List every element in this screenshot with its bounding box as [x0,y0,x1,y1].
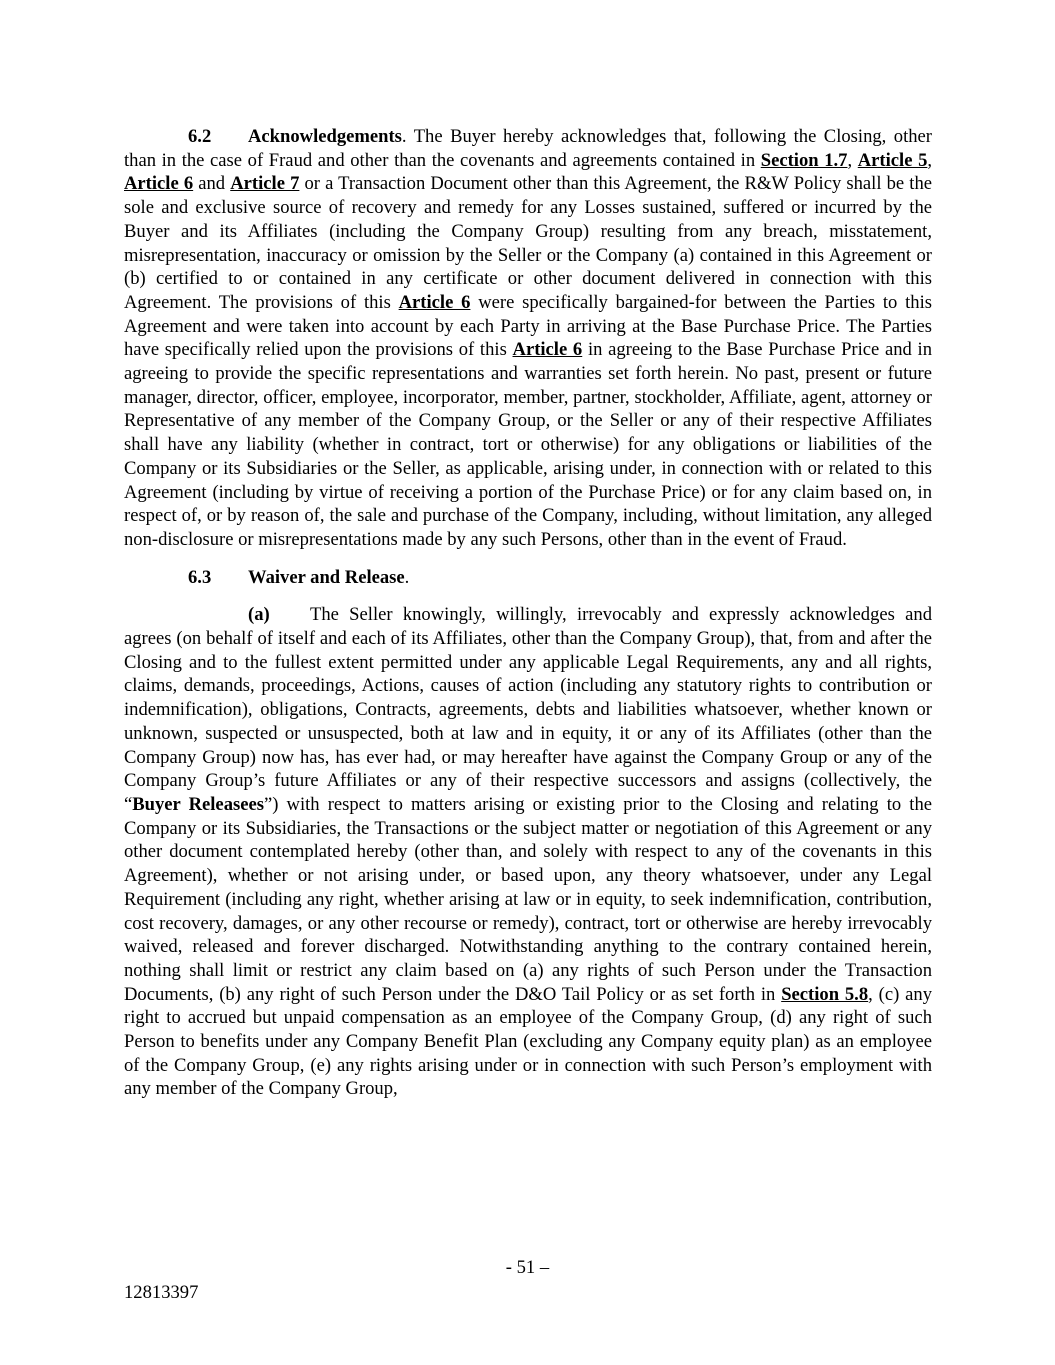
body-text: ”) with respect to matters arising or existing prior to the Closing and relating to the Company or its Subsidiaries, the Transactions or the subject matter or negotiation of this Agreement or any other document contemplated hereby (other than, and solely with respect to any of the covenants in this Agreement), whether or not arising under, or based upon, any theory whatsoever, under any Legal Requirement (including any right, whether arising at law or in equity, to seek indemnification, contribution, cost recovery, damages, or any other recourse or remedy), contract, tort or otherwise are hereby irrevocably waived, released and forever discharged. Notwithstanding anything to the contrary contained herein, nothing shall limit or restrict any claim based on (a) any rights of such Person under the Transaction Documents, (b) any right of such Person under the D&O Tail Policy or as set forth in [124,793,932,1005]
cross-reference: Article 7 [230,173,300,195]
body-text: . The Buyer hereby acknowledges that, following the Closing, other than in the case of Fraud and other than the covenants and agreements contained in [124,126,932,171]
body-text: The Seller knowingly, willingly, irrevocably and expressly acknowledges and agrees (on behalf of itself and each of its Affiliates, other than the Company Group), that, from and after the Closing and to the fullest extent permitted under any applicable Legal Requirements, any and all rights, claims, demands, proceedings, Actions, causes of action (including any statutory rights to contribution or indemnification), obligations, Contracts, agreements, debts and liabilities whatsoever, whether known or unknown, suspected or unsuspected, both at law and in equity, it or any of its Affiliates (other than the Company Group) now has, has ever had, or may hereafter have against the Company Group or any of the Company Group’s future Affiliates or any of their respective successors and assigns (collectively, the “ [124,604,932,815]
cross-reference: Article 6 [124,173,194,195]
document-id: 12813397 [124,1282,199,1303]
body-text: or a Transaction Document other than this Agreement, the R&W Policy shall be the sole and exclusive source of recovery and remedy for any Losses sustained, suffered or incurred by the Buyer and its Affiliates (including the Company Group) resulting from any breach, misstatement, misrepresentation, inaccuracy or omission by the Seller or the Company (a) contained in this Agreement or (b) certified to or contained in any certificate or other document delivered in connection with this Agreement. The provisions of this [124,173,933,313]
cross-reference: Article 5 [857,149,928,171]
body-text: in agreeing to the Base Purchase Price and in agreeing to provide the specific representations and warranties set forth herein. No past, present or future manager, director, officer, employee, incorporator, member, partner, stockholder, Affiliate, agent, attorney or Representative of any member of the Company Group, or the Seller or any of their respective Affiliates shall have any liability (whether in contract, tort or otherwise) for any obligations or liabilities of the Company or its Subsidiaries or the Seller, as applicable, arising under, in connection with or related to this Agreement (including by virtue of receiving a portion of the Purchase Price) or for any claim based on, in respect of, or by reason of, the sale and purchase of the Company, including, without limitation, any alleged non-disclosure or misrepresentations made by any such Persons, other than in the event of Fraud. [124,339,933,550]
body-text: were specifically bargained-for between the Parties to this Agreement and were taken into account by each Party in arriving at the Base Purchase Price. The Parties have specifically relied upon the provisions of this [124,291,933,361]
cross-reference: Article 6 [398,291,471,313]
heading-period: . [404,566,410,588]
body-text: , [847,149,858,171]
body-text: and [193,173,231,195]
cross-reference: Section 1.7 [760,149,848,171]
defined-term: Buyer Releasees [132,793,264,815]
document-page [124,125,932,1101]
body-text: , (c) any right to accrued but unpaid compensation as an employee of the Company Group, (d) any right of such Person to benefits under any Company Benefit Plan (excluding any Company equity plan) as an employee of the Company Group, (e) any rights arising under or in connection with such Person’s employment with any member of the Company Group, [124,983,932,1100]
subsection-label: (a) [248,604,270,626]
section-number: 6.2 [188,126,212,147]
cross-reference: Article 6 [512,339,583,361]
cross-reference: Section 5.8 [781,983,869,1005]
section-6-2-paragraph [124,125,932,552]
paragraph-gap [124,552,932,566]
section-title: Waiver and Release [248,566,405,588]
section-title: Acknowledgements [248,126,402,147]
section-number: 6.3 [188,566,212,588]
body-text: , [927,149,933,171]
section-6-3-heading [188,566,932,590]
paragraph-gap [124,589,932,603]
page-number: - 51 – [505,1257,550,1278]
subsection-a-paragraph [124,603,932,1101]
